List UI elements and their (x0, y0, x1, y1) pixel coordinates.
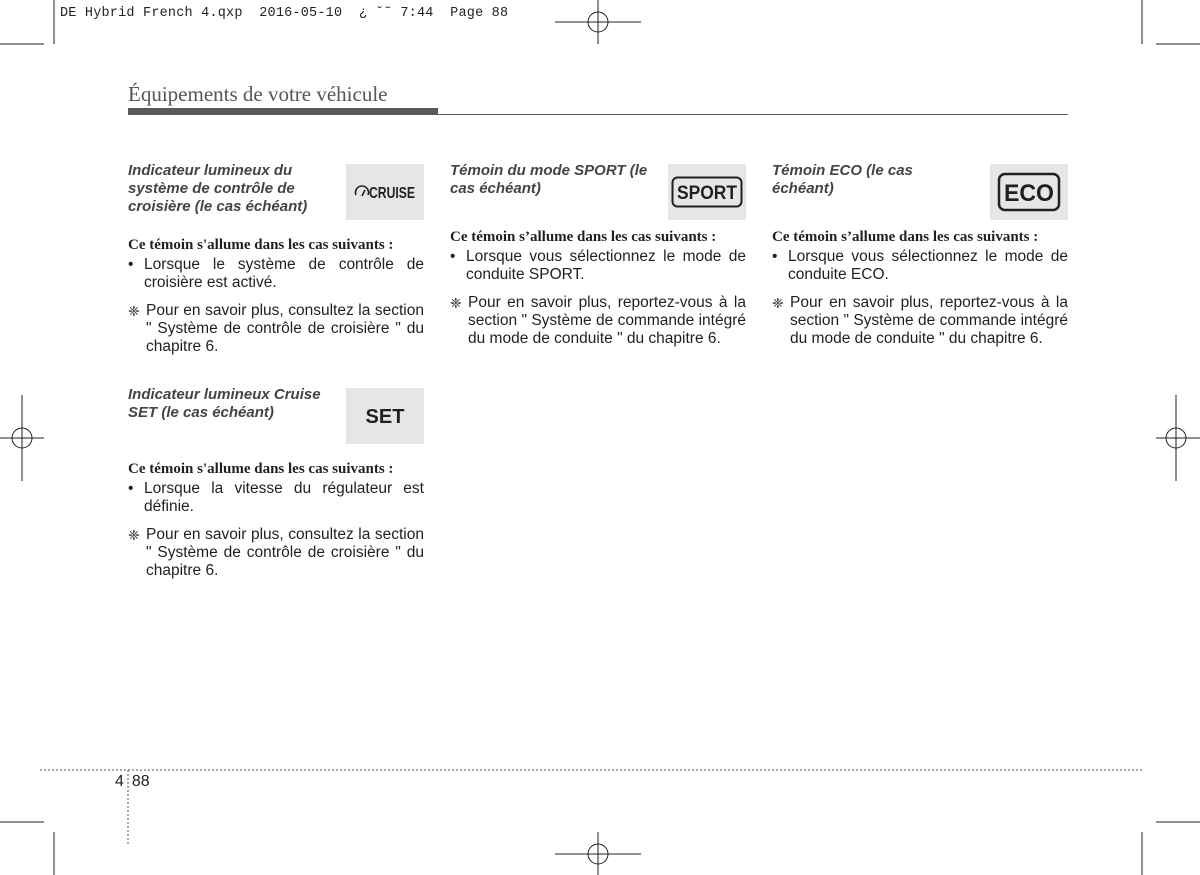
note-text: Pour en savoir plus, consultez la section " Système de contrôle de croisière " du chapitre 6. (146, 302, 424, 355)
note-mark: ❈ (450, 295, 462, 311)
note-text: Pour en savoir plus, reportez-vous à la section " Système de commande intégré du mode de conduite " du chapitre 6. (468, 294, 746, 347)
bullet-item (772, 248, 1068, 284)
svg-text:ECO: ECO (1004, 180, 1054, 207)
note-mark: ❈ (128, 303, 140, 319)
reference-note (450, 294, 746, 348)
bullet-mark: • (772, 248, 778, 265)
chapter-number: 4 (115, 773, 124, 790)
bullet-mark: • (128, 480, 134, 497)
sport-icon (668, 164, 746, 220)
section-title: Témoin du mode SPORT (le cas échéant) (450, 162, 648, 197)
eco-indicator-section (772, 162, 1068, 348)
header-rule-thick (128, 108, 438, 115)
svg-text:SPORT: SPORT (677, 183, 738, 204)
bullet-mark: • (450, 248, 456, 265)
lead-text: Ce témoin s’allume dans les cas suivants : (772, 229, 1039, 245)
bullet-text: Lorsque la vitesse du régulateur est définie. (144, 480, 424, 515)
reference-note (128, 302, 424, 356)
reference-note (772, 294, 1068, 348)
bullet-text: Lorsque vous sélectionnez le mode de conduite ECO. (788, 248, 1068, 283)
sport-indicator-section (450, 162, 746, 348)
cruise-icon (346, 164, 424, 220)
page-number (115, 773, 150, 791)
lead-text: Ce témoin s'allume dans les cas suivants : (128, 461, 394, 477)
cruise-set-indicator-section (128, 386, 424, 580)
section-title: Témoin ECO (le cas échéant) (772, 162, 913, 197)
column-1 (128, 162, 424, 580)
bullet-item (128, 256, 424, 292)
svg-text:SET: SET (365, 406, 405, 428)
note-text: Pour en savoir plus, reportez-vous à la section " Système de commande intégré du mode de conduite " du chapitre 6. (790, 294, 1068, 347)
eco-icon (990, 164, 1068, 220)
note-mark: ❈ (772, 295, 784, 311)
note-mark: ❈ (128, 527, 140, 543)
bullet-item (128, 480, 424, 516)
page-number-value: 88 (131, 773, 150, 790)
section-header-title: Équipements de votre véhicule (128, 82, 388, 106)
set-icon (346, 388, 424, 444)
cruise-indicator-section (128, 162, 424, 356)
print-slug: DE Hybrid French 4.qxp 2016-05-10 ¿ ˘˜ 7:44 Page 88 (60, 6, 509, 21)
bullet-item (450, 248, 746, 284)
lead-text: Ce témoin s’allume dans les cas suivants : (450, 229, 717, 245)
bullet-text: Lorsque le système de contrôle de croisière est activé. (144, 256, 424, 291)
bullet-text: Lorsque vous sélectionnez le mode de conduite SPORT. (466, 248, 746, 283)
lead-text: Ce témoin s'allume dans les cas suivants : (128, 237, 394, 253)
svg-text:CRUISE: CRUISE (369, 185, 416, 202)
section-title: Indicateur lumineux Cruise SET (le cas échéant) (128, 386, 321, 421)
note-text: Pour en savoir plus, consultez la section " Système de contrôle de croisière " du chapitre 6. (146, 526, 424, 579)
header-rule-thin (438, 114, 1068, 115)
column-2 (450, 162, 746, 348)
column-3 (772, 162, 1068, 348)
section-title: Indicateur lumineux du système de contrôle de croisière (le cas échéant) (128, 162, 308, 215)
bullet-mark: • (128, 256, 134, 273)
reference-note (128, 526, 424, 580)
